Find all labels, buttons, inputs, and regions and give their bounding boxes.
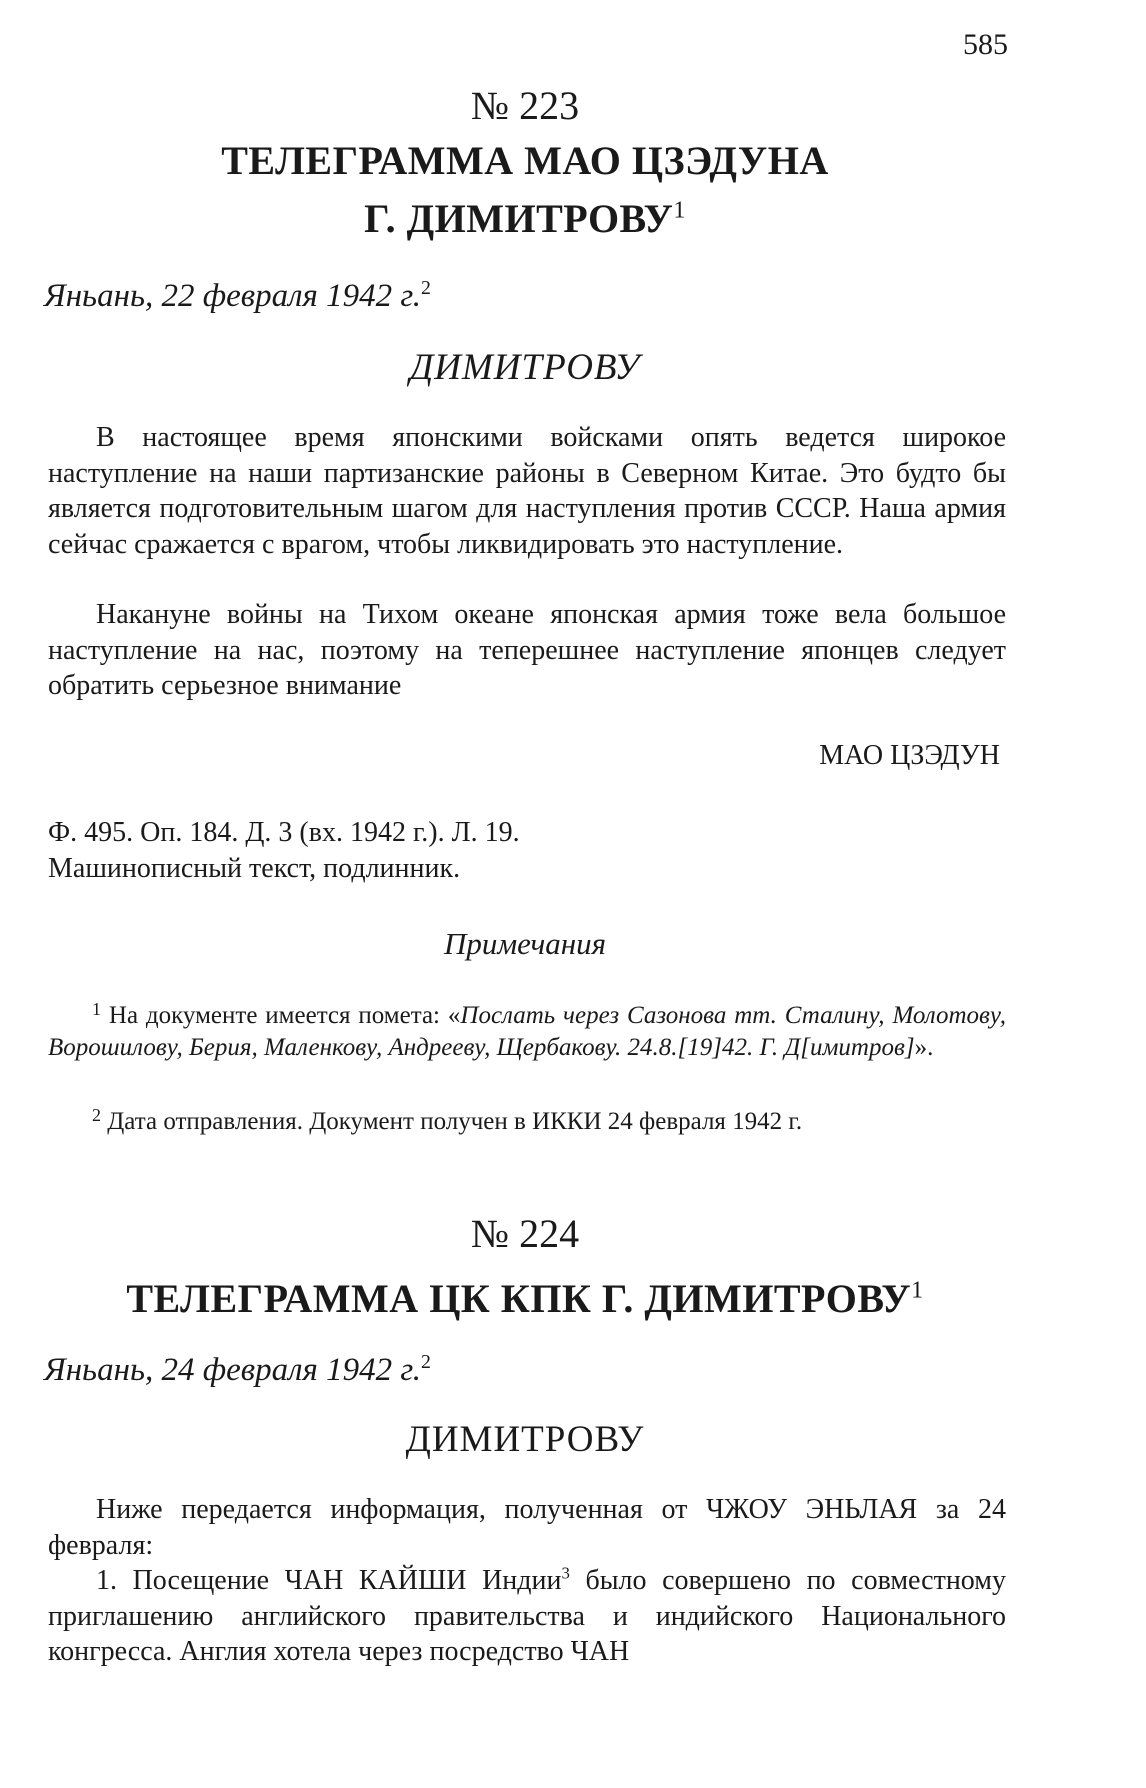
document-223-number: № 223 — [470, 83, 580, 128]
archive-reference-line1: Ф. 495. Оп. 184. Д. 3 (вх. 1942 г.). Л. 19. — [48, 817, 520, 848]
document-224-number: № 224 — [470, 1211, 580, 1256]
footnote-ref-224-2: 2 — [421, 1351, 431, 1373]
footnote-2-number: 2 — [92, 1105, 101, 1125]
document-224-dateline: Яньань, 24 февраля 1942 г.$^2$ — [44, 1351, 431, 1388]
document-223-dateline: Яньань, 22 февраля 1942 г.$^2$ — [44, 277, 431, 314]
document-223-paragraph-2: Накануне войны на Тихом океане японская армия тоже вела большое наступление на нас, поэтому на теперешнее наступление японцев следует обратить серьезное внимание — [48, 599, 1006, 701]
document-223-signature: МАО ЦЗЭДУН — [819, 740, 1000, 771]
footnote-ref-224-1: 1 — [911, 1277, 924, 1304]
notes-heading: Примечания — [443, 926, 607, 961]
footnote-1: $^1$ На документе имеется помета: «Послать через Сазонова тт. Сталину, Молотову, Ворошилову, Берия, Маленкову, Андрееву, Щербакову. 24.8.[19]42. Г. Д[имитров]». — [48, 999, 1007, 1061]
footnote-2: $^2$ Дата отправления. Документ получен в ИККИ 24 февраля 1942 г. — [92, 1105, 803, 1135]
document-224-addressee: ДИМИТРОВУ — [405, 1419, 645, 1460]
footnote-ref-1: 1 — [673, 197, 686, 224]
document-223-addressee: ДИМИТРОВУ — [409, 347, 641, 388]
footnote-ref-224-3: 3 — [561, 1563, 570, 1583]
document-224-paragraph-2: 1. Посещение ЧАН КАЙШИ Индии$^3$ было совершено по совместному приглашению английского правительства и индийского Национального конгресса. Англия хотела через посредство ЧАН — [48, 1563, 1006, 1667]
footnote-1-note: Послать через Сазонова тт. Сталину, Молотову, Ворошилову, Берия, Маленкову, Андрееву, Щербакову. 24.8.[19]42. Г. Д[имитров] — [48, 1002, 1007, 1061]
page-number: 585 — [963, 28, 1008, 61]
document-223-title-line1: ТЕЛЕГРАММА МАО ЦЗЭДУНА — [221, 138, 829, 183]
archive-reference-line2: Машинописный текст, подлинник. — [48, 852, 461, 884]
document-224-paragraph-1: Ниже передается информация, полученная от ЧЖОУ ЭНЬЛАЯ за 24 февраля: — [48, 1494, 1006, 1561]
document-224-title: ТЕЛЕГРАММА ЦК КПК Г. ДИМИТРОВУ$^1$ — [126, 1276, 924, 1321]
document-223-title — [0, 132, 1050, 248]
footnote-1-number: 1 — [92, 999, 101, 1019]
archive-reference — [48, 815, 520, 886]
document-223-title-line2: Г. ДИМИТРОВУ$^1$ — [364, 196, 686, 241]
footnote-ref-2: 2 — [421, 277, 431, 299]
document-223-paragraph-1: В настоящее время японскими войсками опять ведется широкое наступление на наши партизанские районы в Северном Китае. Это будто бы является подготовительным шагом для наступления против СССР. Наша армия сейчас сражается с врагом, чтобы ликвидировать это наступление. — [48, 422, 1006, 560]
